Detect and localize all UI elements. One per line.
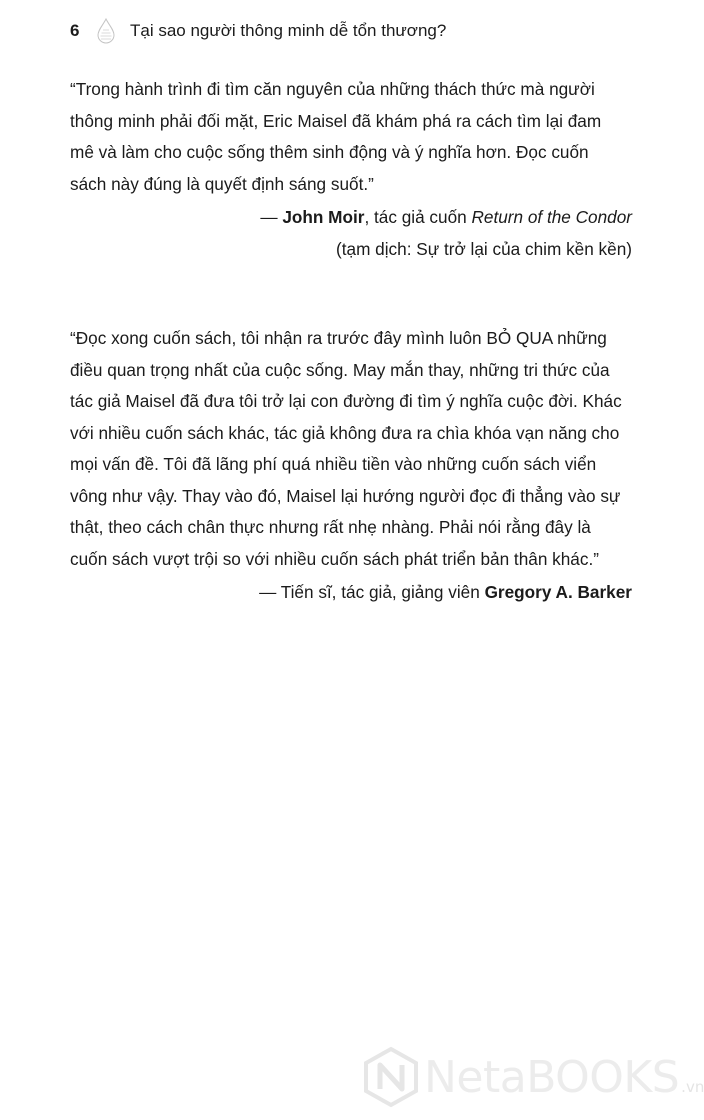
- testimonial-quote: “Đọc xong cuốn sách, tôi nhận ra trước đây mình luôn BỎ QUA những điều quan trọng nhất của cuộc sống. May mắn thay, những tri thức của tác giả Maisel đã đưa tôi trở lại con đường đi tìm ý nghĩa cuộc đời. Khác với nhiều cuốn sách khác, tác giả không đưa ra chìa khóa vạn năng cho mọi vấn đề. Tôi đã lãng phí quá nhiều tiền vào những cuốn sách viển vông như vậy. Thay vào đó, Maisel lại hướng người đọc đi thẳng vào sự thật, theo cách chân thực nhưng rất nhẹ nhàng. Phải nói rằng đây là cuốn sách vượt trội so với nhiều cuốn sách phát triển bản thân khác.”: [70, 328, 622, 569]
- testimonial-attribution: [70, 577, 632, 609]
- book-title-translation: (tạm dịch: Sự trở lại của chim kền kền): [336, 238, 632, 259]
- testimonial-1: [70, 74, 632, 265]
- attribution-line-1: [70, 577, 632, 609]
- testimonial-attribution: [70, 202, 632, 265]
- watermark-brand: NetaBOOKS: [424, 1051, 680, 1103]
- attribution-dash: —: [260, 207, 283, 227]
- author-role: , tác giả cuốn: [364, 207, 472, 227]
- neta-logo-icon: [362, 1046, 420, 1108]
- page-header: [70, 18, 446, 44]
- author-name: Gregory A. Barker: [484, 582, 632, 602]
- watermark: [362, 1046, 704, 1108]
- page-content: [70, 74, 632, 609]
- author-name: John Moir: [282, 207, 365, 227]
- drop-ornament-icon: [94, 18, 118, 44]
- page-number: 6: [70, 21, 80, 40]
- attribution-line-1: [70, 202, 632, 234]
- book-title: Return of the Condor: [471, 207, 632, 227]
- testimonial-2: [70, 323, 632, 609]
- watermark-suffix: .vn: [681, 1078, 704, 1096]
- running-title: Tại sao người thông minh dễ tổn thương?: [130, 21, 447, 40]
- author-role: — Tiến sĩ, tác giả, giảng viên: [259, 582, 485, 602]
- testimonial-quote: “Trong hành trình đi tìm căn nguyên của những thách thức mà người thông minh phải đối mặt, Eric Maisel đã khám phá ra cách tìm lại đam mê và làm cho cuộc sống thêm sinh động và ý nghĩa hơn. Đọc cuốn sách này đúng là quyết định sáng suốt.”: [70, 79, 602, 194]
